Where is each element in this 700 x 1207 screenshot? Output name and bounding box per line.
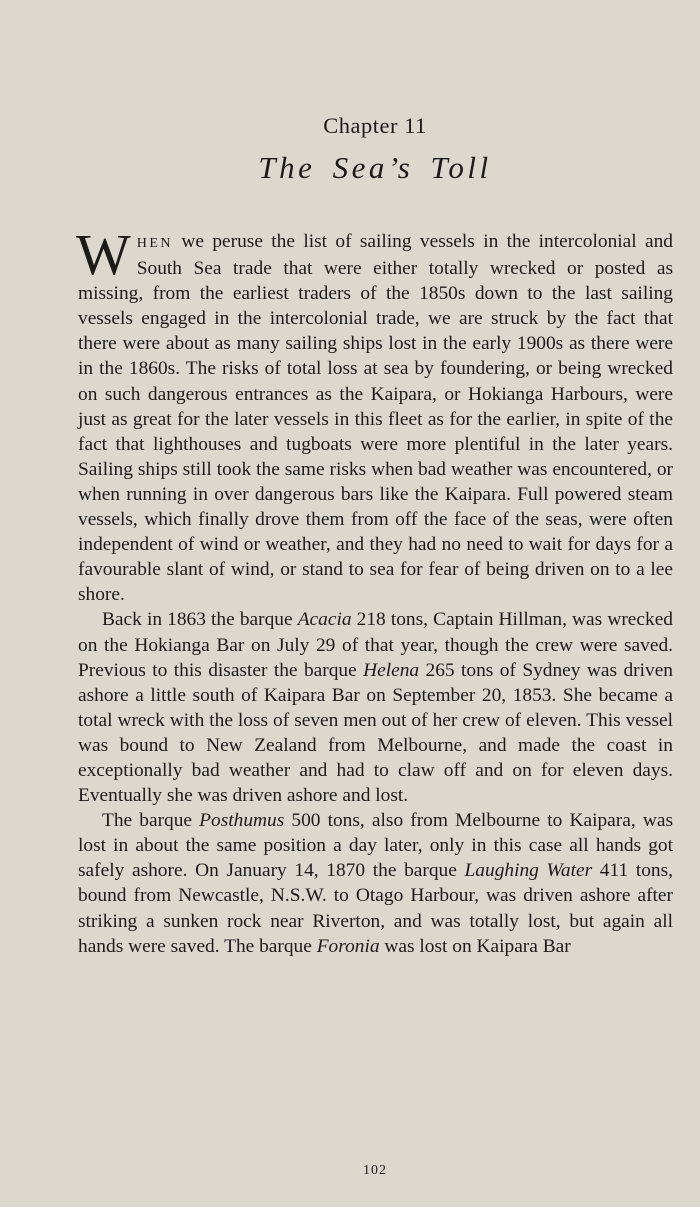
- paragraph-1: [76, 222, 673, 607]
- chapter-title: The Sea’s Toll: [258, 150, 492, 185]
- drop-cap: W: [76, 222, 131, 287]
- paragraph-3-text-b: 500 tons, also from Melbourne to Kaipara, was lost in about the same position a day later, only in this case all hands got safely ashore. On January 14, 1870 the barque: [78, 810, 673, 882]
- ship-name-helena: Helena: [363, 659, 420, 681]
- paragraph-3: [78, 808, 673, 959]
- paragraph-3-text-a: The barque: [102, 810, 200, 832]
- ship-name-foronia: Foronia: [316, 935, 380, 957]
- ship-name-acacia: Acacia: [297, 609, 352, 631]
- paragraph-2-text-c: 265 tons of Sydney was driven ashore a little south of Kaipara Bar on September 20, 1853. She became a total wreck with the loss of seven men out of her crew of eleven. This vessel was bound to New Zealand from Melbourne, and made the coast in exceptionally bad weather and had to claw off and on for eleven days. Eventually she was driven ashore and lost.: [78, 659, 673, 807]
- paragraph-2-text-b: 218 tons, Captain Hillman, was wrecked on the Hokianga Bar on July 29 of that year, though the crew were saved. Previous to this disaster the barque: [78, 609, 673, 681]
- body-text: [76, 222, 673, 959]
- ship-name-posthumus: Posthumus: [199, 810, 285, 832]
- paragraph-2-text-a: Back in 1863 the barque: [102, 609, 298, 631]
- page-number: 102: [363, 1163, 387, 1178]
- paragraph-1-text: we peruse the list of sailing vessels in the intercolonial and South Sea trade that were either totally wrecked or posted as missing, from the earliest traders of the 1850s down to the last sailing vessels engaged in the intercolonial trade, we are struck by the fact that there were about as many sailing ships lost in the early 1900s as there were in the 1860s. The risks of total loss at sea by foundering, or being wrecked on such dangerous entrances as the Kaipara, or Hokianga Harbours, were just as great for the later vessels in this fleet as for the earlier, in spite of the fact that lighthouses and tugboats were more plentiful in the later years. Sailing ships still took the same risks when bad weather was encountered, or when running in over dangerous bars like the Kaipara. Full powered steam vessels, which finally drove them from off the face of the seas, were often independent of wind or weather, and they had no need to wait for days for a favourable slant of wind, or stand to sea for fear of being driven on to a lee shore.: [78, 231, 673, 606]
- opening-smallcaps: HEN: [136, 236, 174, 251]
- paragraph-2: [78, 607, 673, 808]
- ship-name-laughing-water: Laughing Water: [464, 860, 593, 882]
- paragraph-3-text-d: was lost on Kaipara Bar: [379, 935, 571, 957]
- paragraph-3-text-c: 411 tons, bound from Newcastle, N.S.W. to Otago Harbour, was driven ashore after striking a sunken rock near Riverton, and was totally lost, but again all hands were saved. The barque: [78, 860, 673, 957]
- chapter-number: Chapter 11: [323, 113, 427, 138]
